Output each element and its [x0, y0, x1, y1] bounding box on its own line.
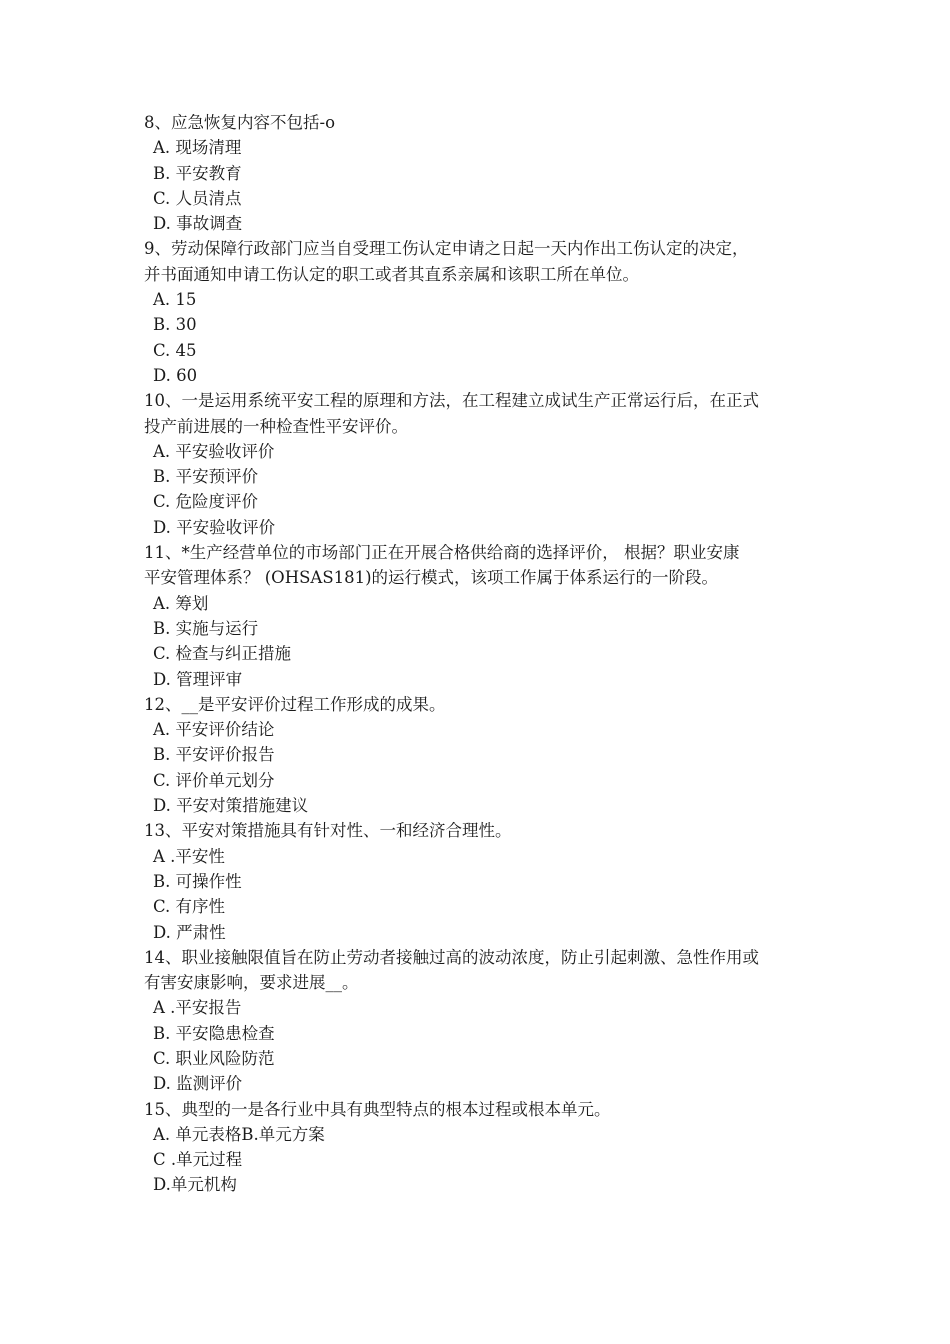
answer-option: A. 15: [153, 290, 197, 310]
answer-option: D. 平安验收评价: [153, 517, 276, 537]
question-text-line: 12、__是平安评价过程工作形成的成果。: [144, 694, 446, 714]
answer-option: B. 30: [153, 315, 197, 335]
answer-option: C. 45: [153, 340, 197, 360]
answer-option: B. 平安隐患检查: [153, 1023, 275, 1043]
answer-option: D. 事故调查: [153, 214, 243, 234]
answer-option: B. 实施与运行: [153, 618, 259, 638]
question-text-line: 9、劳动保障行政部门应当自受理工伤认定申请之日起一天内作出工伤认定的决定，: [144, 239, 749, 259]
answer-option: D. 60: [153, 365, 198, 385]
question-text-line: 15、典型的一是各行业中具有典型特点的根本过程或根本单元。: [144, 1099, 611, 1119]
answer-option: C. 评价单元划分: [153, 770, 275, 790]
answer-option: B. 平安预评价: [153, 467, 259, 487]
answer-option: D. 严肃性: [153, 922, 226, 942]
answer-option: D. 平安对策措施建议: [153, 796, 309, 816]
answer-option: A. 平安评价结论: [153, 720, 275, 740]
answer-option: B. 可操作性: [153, 871, 242, 891]
answer-option: A .平安报告: [153, 998, 242, 1018]
answer-option: A. 筹划: [153, 593, 209, 613]
question-text-line: 11、*生产经营单位的市场部门正在开展合格供给商的选择评价， 根据？职业安康: [144, 543, 740, 563]
answer-option: A. 平安验收评价: [153, 441, 275, 461]
answer-option: C. 检查与纠正措施: [153, 644, 292, 664]
question-text-line: 平安管理体系？ (OHSAS181)的运行模式，该项工作属于体系运行的一阶段。: [144, 568, 719, 588]
answer-option: A. 单元表格B.单元方案: [153, 1124, 325, 1144]
answer-option: D. 管理评审: [153, 669, 243, 689]
question-text-line: 13、平安对策措施具有针对性、一和经济合理性。: [144, 821, 512, 841]
question-text-line: 并书面通知申请工伤认定的职工或者其直系亲属和该职工所在单位。: [144, 264, 639, 284]
question-text-line: 投产前进展的一种检查性平安评价。: [144, 416, 408, 436]
answer-option: D. 监测评价: [153, 1074, 243, 1094]
answer-option: C. 职业风险防范: [153, 1048, 275, 1068]
answer-option: B. 平安教育: [153, 163, 242, 183]
answer-option: D.单元机构: [153, 1175, 237, 1195]
answer-option: B. 平安评价报告: [153, 745, 275, 765]
answer-option: C. 危险度评价: [153, 492, 259, 512]
question-list: [144, 110, 824, 1198]
answer-option: A .平安性: [153, 846, 225, 866]
answer-option: C. 有序性: [153, 897, 226, 917]
question-text-line: 10、一是运用系统平安工程的原理和方法，在工程建立成试生产正常运行后，在正式: [144, 391, 759, 411]
answer-option: C .单元过程: [153, 1150, 243, 1170]
answer-option: A. 现场清理: [153, 138, 242, 158]
question-text-line: 有害安康影响，要求进展__。: [144, 973, 359, 993]
question-text-line: 8、应急恢复内容不包括-o: [144, 113, 336, 132]
answer-option: C. 人员清点: [153, 188, 242, 208]
question-text-line: 14、职业接触限值旨在防止劳动者接触过高的波动浓度，防止引起刺激、急性作用或: [144, 947, 759, 967]
